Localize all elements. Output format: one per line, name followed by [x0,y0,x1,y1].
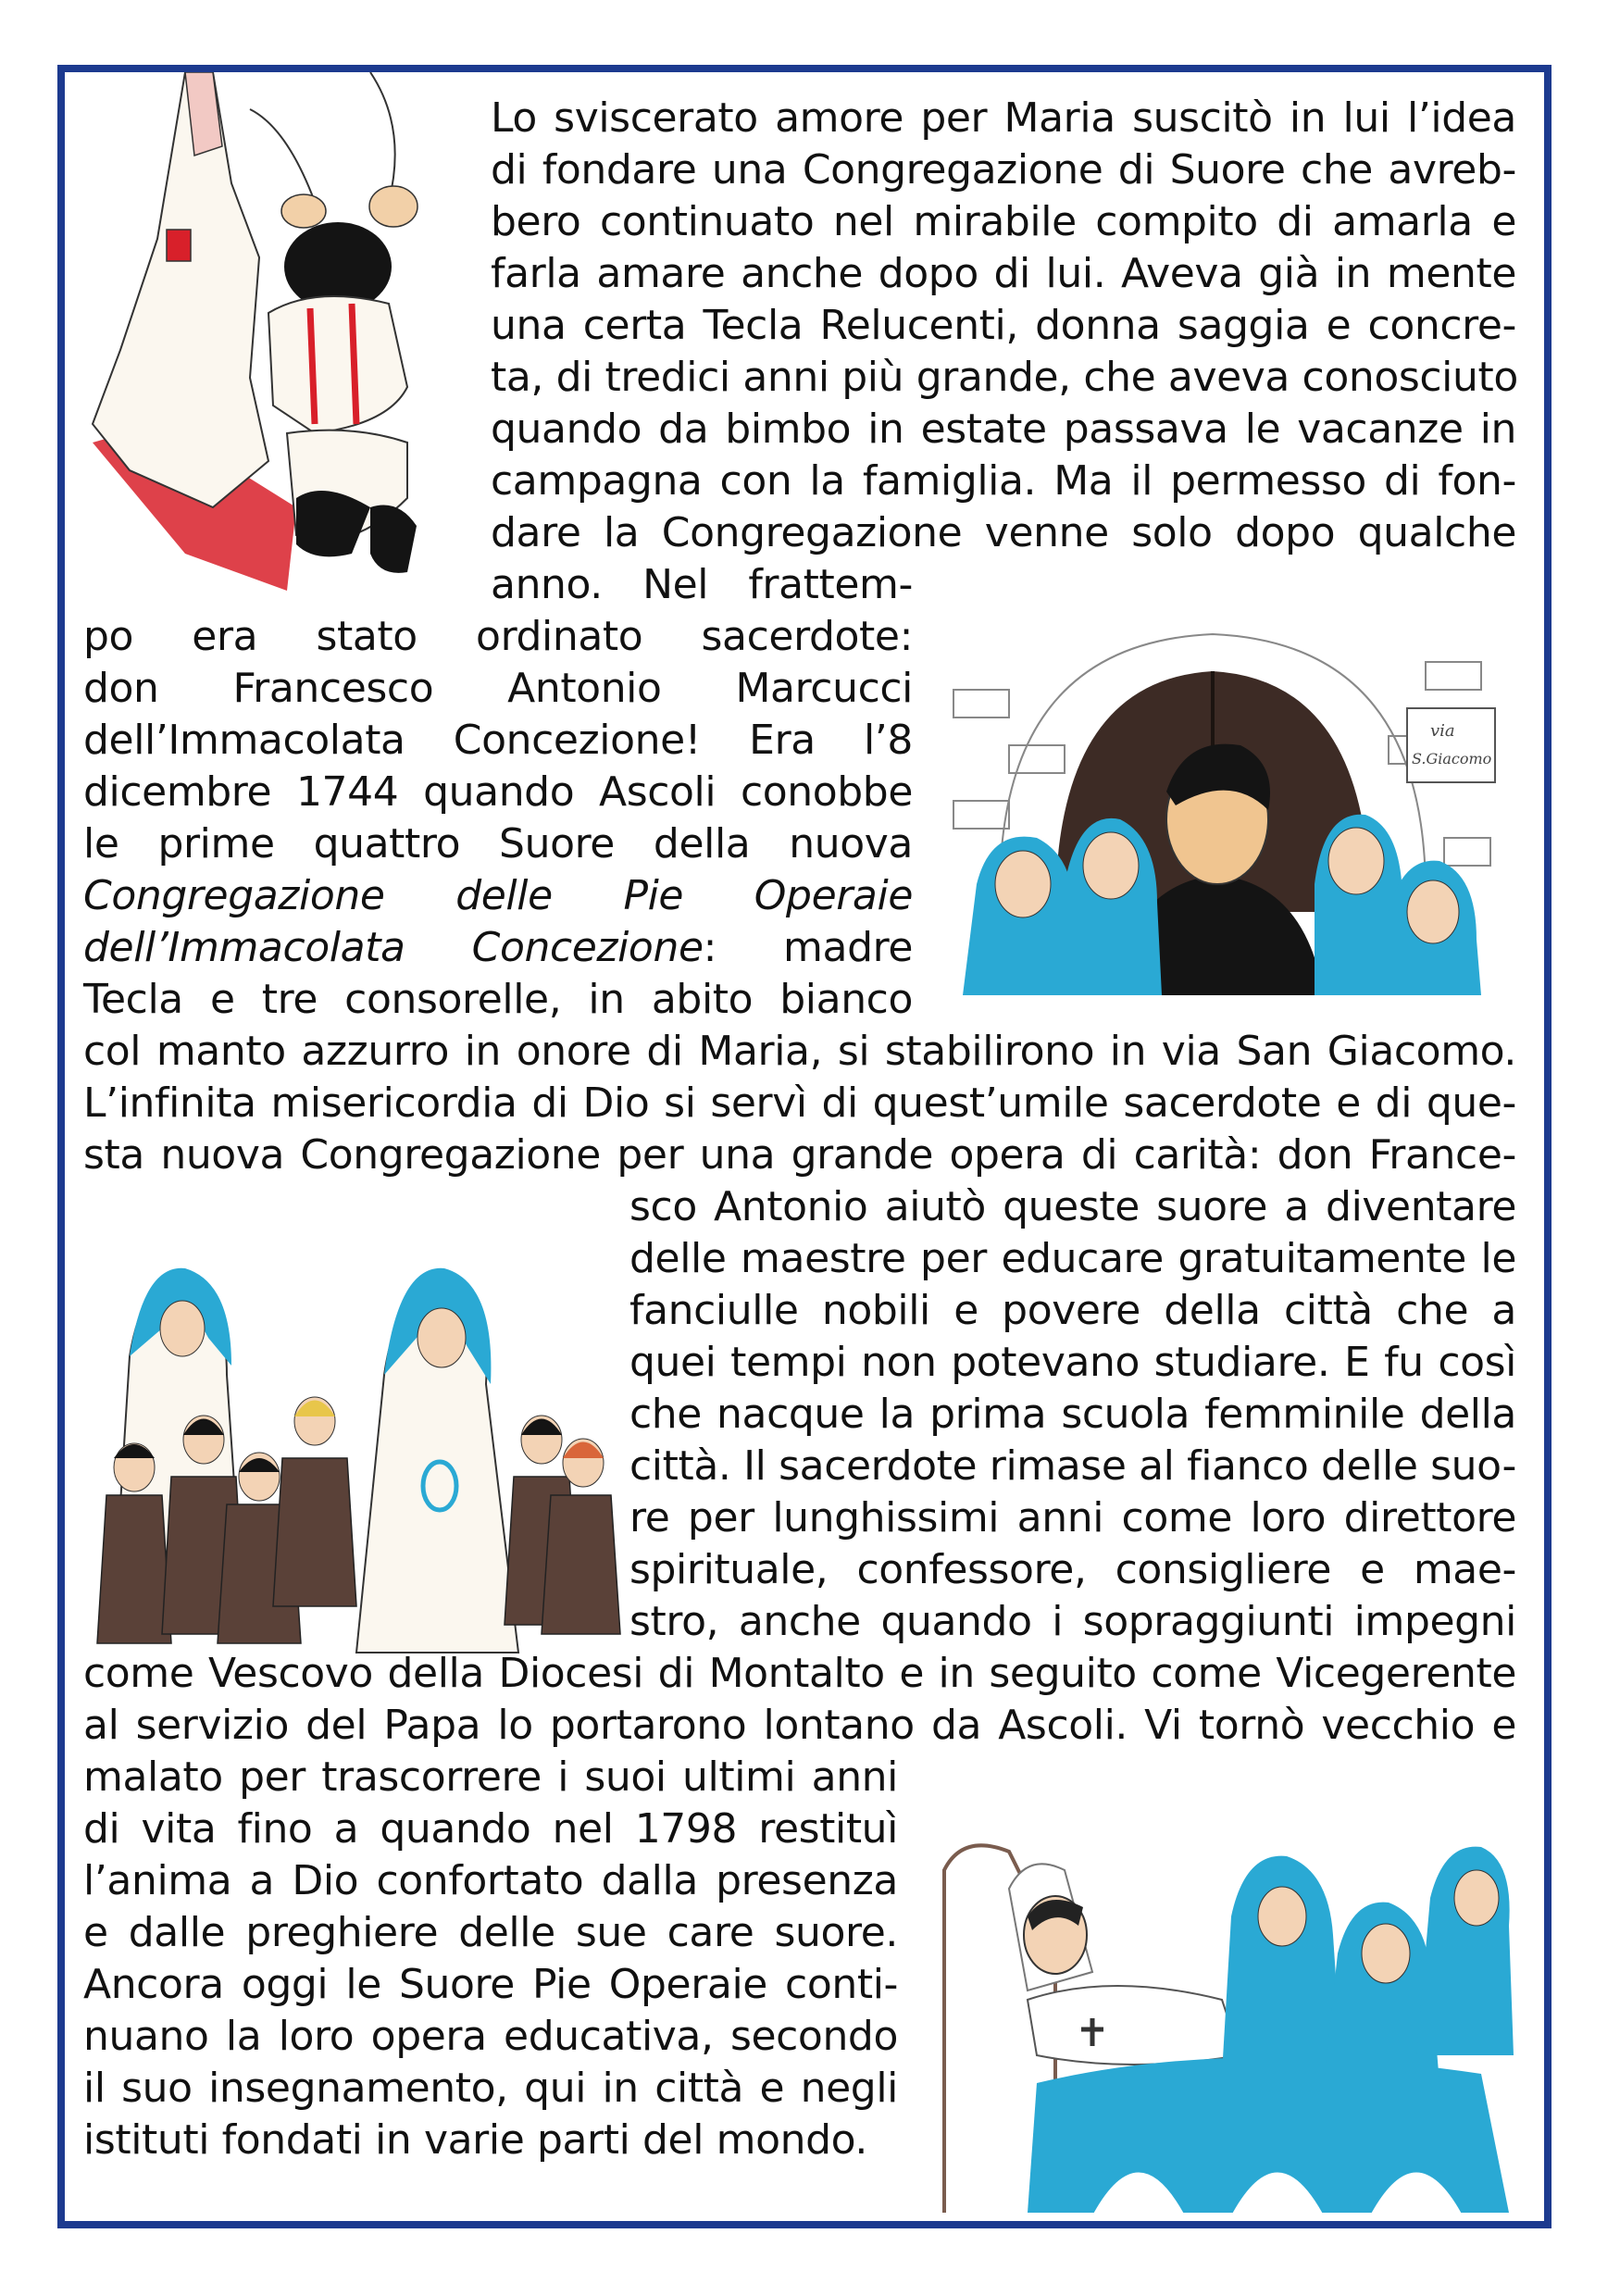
text-line: Tecla e tre consorelle, in abito bianco [83,976,913,1023]
text-line: re per lunghissimi anni come loro direttore [629,1494,1516,1541]
text-line: istituti fondati in varie parti del mondo. [83,2116,867,2164]
street-sign-line-2: S.Giacomo [1412,750,1492,767]
text-line: po era stato ordinato sacerdote: [83,613,913,660]
text-line: col manto azzurro in onore di Maria, si stabilirono in via San Giacomo. [83,1028,1516,1075]
text-line: quei tempi non potevano studiare. E fu così [629,1339,1516,1386]
text-line: di vita fino a quando nel 1798 restituì [83,1805,898,1853]
text-line: dicembre 1744 quando Ascoli conobbe [83,768,913,816]
text-line: l’anima a Dio confortato dalla presenza [83,1857,898,1904]
congregation-name-line: Congregazione delle Pie Operaie [83,872,913,919]
text-line: stro, anche quando i sopraggiunti impegni [629,1598,1516,1645]
kneeling-priest-illustration [74,72,472,591]
sisters-with-schoolgirls-illustration [79,1227,625,1662]
text-line: città. Il sacerdote rimase al fianco delle suo- [629,1442,1516,1490]
text-line: le prime quattro Suore della nuova [83,820,913,867]
text-line: delle maestre per educare gratuitamente le [629,1235,1516,1282]
text-line: il suo insegnamento, qui in città e negli [83,2065,898,2112]
congregation-name-end: dell’Immacolata Concezione [83,924,704,971]
text-line: malato per trascorrere i suoi ultimi anni [83,1753,898,1801]
text-line: L’infinita misericordia di Dio si servì di quest’umile sacerdote e di que- [83,1079,1516,1127]
text-line: Ancora oggi le Suore Pie Operaie conti- [83,1961,898,2008]
text-line: dare la Congregazione venne solo dopo qualche [491,509,1516,556]
text-line: bero continuato nel mirabile compito di amarla e [491,198,1516,245]
text-line: fanciulle nobili e povere della città che a [629,1287,1516,1334]
text-line: quando da bimbo in estate passava le vacanze in [491,406,1516,453]
text-fragment: : madre [703,924,913,971]
text-line: Lo sviscerato amore per Maria suscitò in lui l’idea [491,94,1516,142]
priest-on-deathbed-with-sisters-illustration [926,1815,1518,2213]
text-line: dell’Immacolata Concezione! Era l’8 [83,717,913,764]
text-line: anno. Nel frattem- [491,561,913,608]
text-line: don Francesco Antonio Marcucci [83,665,913,712]
text-line: spirituale, confessore, consigliere e mae- [629,1546,1516,1593]
street-sign-line-1: via [1430,721,1455,741]
text-line [83,922,913,974]
text-line: e dalle preghiere delle sue care suore. [83,1909,898,1956]
text-line: che nacque la prima scuola femminile della [629,1391,1516,1438]
text-line: come Vescovo della Diocesi di Montalto e in seguito come Vicegerente [83,1650,1516,1697]
text-line: farla amare anche dopo di lui. Aveva già in mente [491,250,1516,297]
text-line: sco Antonio aiutò queste suore a diventare [629,1183,1516,1230]
text-line: una certa Tecla Relucenti, donna saggia e concre- [491,302,1516,349]
text-line: al servizio del Papa lo portarono lontano da Ascoli. Vi tornò vecchio e [83,1702,1516,1749]
text-line: campagna con la famiglia. Ma il permesso di fon- [491,457,1516,505]
priest-with-sisters-at-door-illustration [926,606,1509,1004]
text-line: nuano la loro opera educativa, secondo [83,2013,898,2060]
text-line: sta nuova Congregazione per una grande opera di carità: don France- [83,1131,1516,1179]
text-line: di fondare una Congregazione di Suore che avreb- [491,146,1516,193]
text-line: ta, di tredici anni più grande, che aveva conosciuto [491,354,1518,401]
